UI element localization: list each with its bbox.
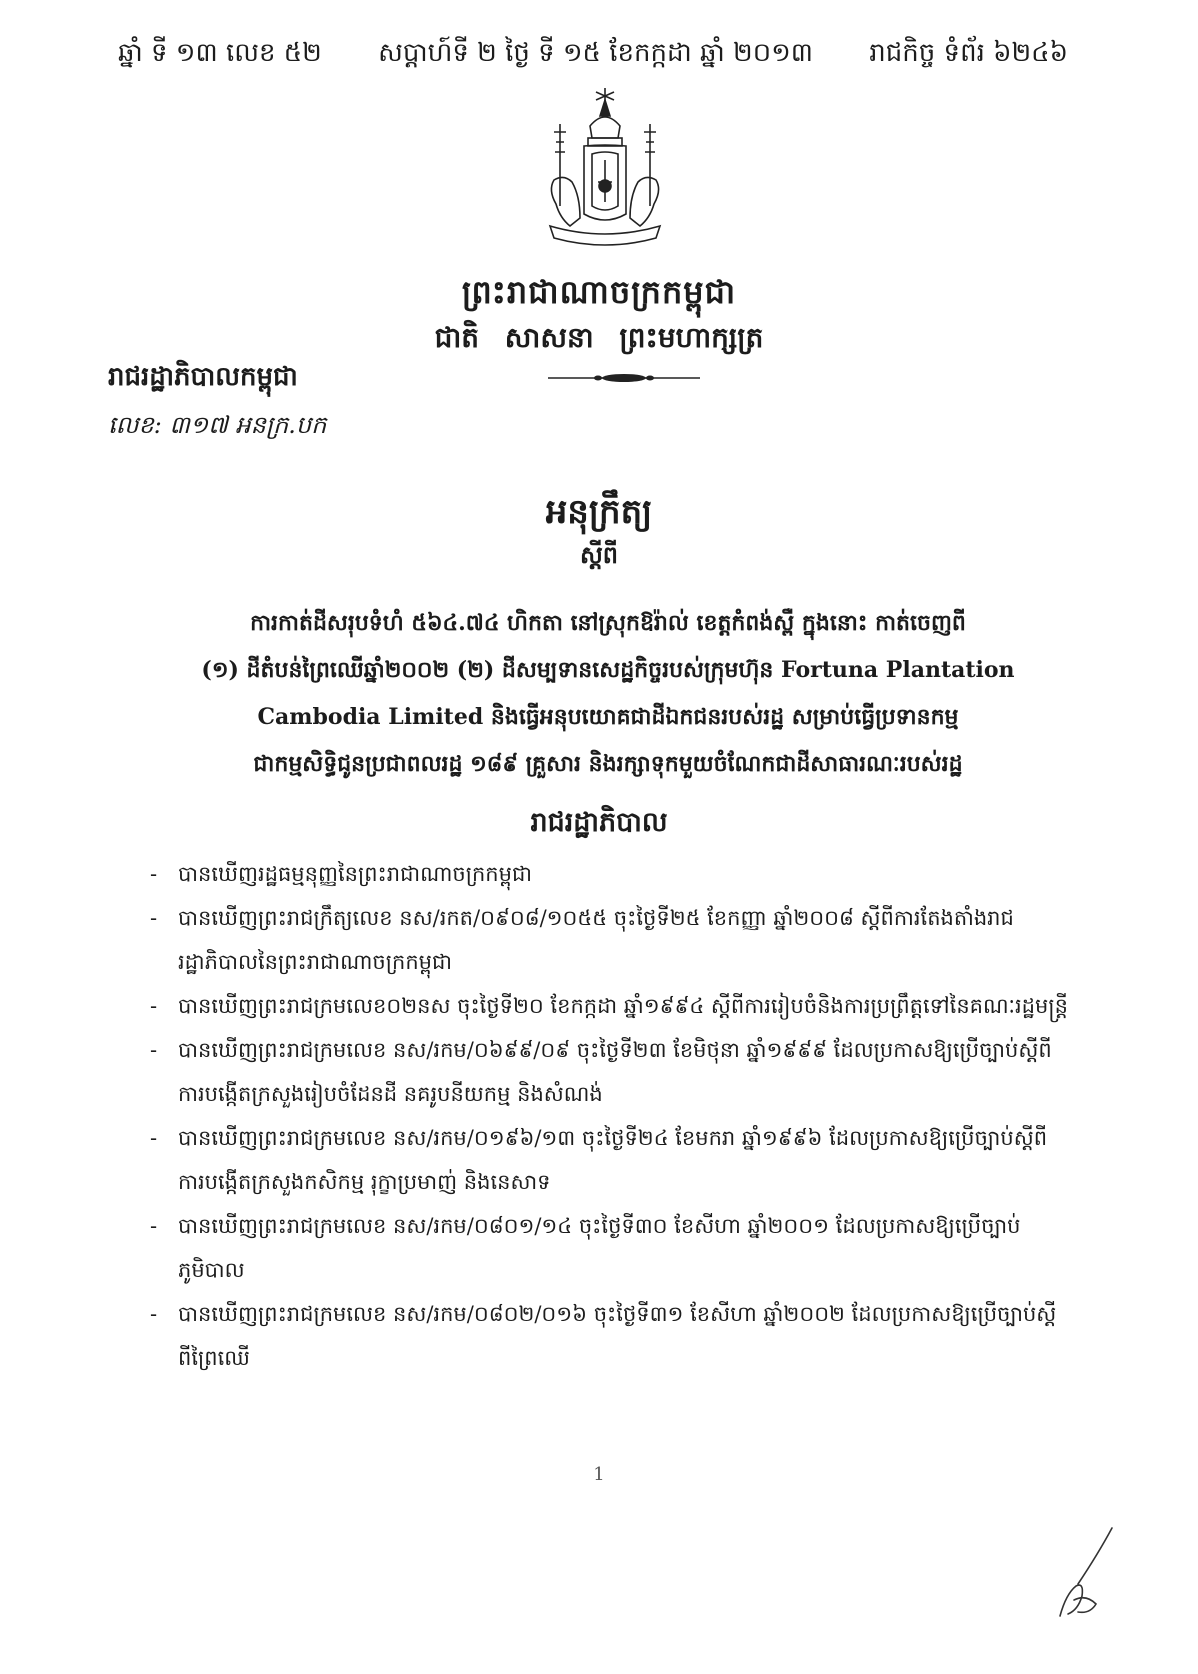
list-dash: -	[150, 862, 158, 886]
gazette-week-date: សប្តាហ៍ទី ២ ថ្ងៃ ទី ១៥ ខែកក្កដា ឆ្នាំ ២០១៣	[378, 38, 813, 68]
document-subject	[148, 600, 1068, 788]
subject-line: Cambodia Limited និងធ្វើអនុបយោគជាដីឯកជនរបស់រដ្ឋ សម្រាប់ធ្វើប្រទានកម្ម	[257, 704, 959, 730]
page-number: 1	[593, 1464, 605, 1485]
list-dash: -	[150, 994, 158, 1018]
preamble-item: - បានឃើញព្រះរាជក្រឹត្យលេខ នស/រកត/០៩០៨/១០៥៥ ចុះថ្ងៃទី២៥ ខែកញ្ញា ឆ្នាំ២០០៨ ស្តីពីការតែងតាំងរាជរដ្ឋាភិបាលនៃព្រះរាជាណាចក្រកម្ពុជា	[150, 896, 1068, 984]
preamble-item: - បានឃើញរដ្ឋធម្មនុញ្ញនៃព្រះរាជាណាចក្រកម្ពុជា	[150, 852, 1068, 896]
royal-coat-of-arms-icon	[540, 86, 670, 258]
list-dash: -	[150, 1214, 158, 1238]
preamble-item: - បានឃើញព្រះរាជក្រមលេខ នស/រកម/០១៩៦/១៣ ចុះថ្ងៃទី២៤ ខែមករា ឆ្នាំ១៩៩៦ ដែលប្រកាសឱ្យប្រើច្បាប់ស្តីពីការបង្កើតក្រសួងកសិកម្ម រុក្ខាប្រមាញ់ និងនេសាទ	[150, 1116, 1068, 1204]
national-motto: ជាតិ សាសនា ព្រះមហាក្សត្រ	[434, 321, 764, 354]
preamble-list	[150, 852, 1068, 1380]
gazette-header	[118, 36, 1068, 74]
subject-line: ជាកម្មសិទ្ធិជូនប្រជាពលរដ្ឋ ១៨៩ គ្រួសារ និងរក្សាទុកមួយចំណែកជាដីសាធារណៈរបស់រដ្ឋ	[253, 751, 963, 777]
preamble-item: - បានឃើញព្រះរាជក្រមលេខ០២នស ចុះថ្ងៃទី២០ ខែកក្កដា ឆ្នាំ១៩៩៤ ស្តីពីការរៀបចំនិងការប្រព្រឹត្តទៅនៃគណៈរដ្ឋមន្ត្រី	[150, 984, 1068, 1028]
gazette-year-number: ឆ្នាំ ទី ១៣ លេខ ៥២	[118, 38, 322, 68]
divider-ornament-icon	[548, 372, 700, 384]
reference-number: លេខ: ៣១៧ អនក្រ.បក	[108, 411, 327, 439]
subject-line: (១) ដីតំបន់ព្រៃឈើឆ្នាំ២០០២ (២) ដីសម្បទានសេដ្ឋកិច្ចរបស់ក្រុមហ៊ុន Fortuna Plantation	[201, 657, 1015, 683]
subject-line: ការកាត់ដីសរុបទំហំ ៥៦៤.៧៤ ហិកតា នៅស្រុកឱរ៉ាល់ ខេត្តកំពង់ស្ពឺ ក្នុងនោះ កាត់ចេញពី	[250, 610, 966, 636]
gazette-page-number: រាជកិច្ច ទំព័រ ៦២៤៦	[869, 38, 1068, 68]
preamble-item: - បានឃើញព្រះរាជក្រមលេខ នស/រកម/០៦៩៩/០៩ ចុះថ្ងៃទី២៣ ខែមិថុនា ឆ្នាំ១៩៩៩ ដែលប្រកាសឱ្យប្រើច្បាប់ស្តីពីការបង្កើតក្រសួងរៀបចំដែនដី នគរូបនីយកម្ម និងសំណង់	[150, 1028, 1068, 1116]
preamble-item: - បានឃើញព្រះរាជក្រមលេខ នស/រកម/០៨០១/១៤ ចុះថ្ងៃទី៣០ ខែសីហា ឆ្នាំ២០០១ ដែលប្រកាសឱ្យប្រើច្បាប់ភូមិបាល	[150, 1204, 1068, 1292]
handwritten-initials-icon	[1038, 1524, 1118, 1620]
kingdom-title: ព្រះរាជាណាចក្រកម្ពុជា	[461, 273, 737, 311]
list-dash: -	[150, 1126, 158, 1150]
government-heading: រាជរដ្ឋាភិបាល	[530, 807, 668, 838]
list-dash: -	[150, 906, 158, 930]
list-dash: -	[150, 1302, 158, 1326]
preamble-item: - បានឃើញព្រះរាជក្រមលេខ នស/រកម/០៨០២/០១៦ ចុះថ្ងៃទី៣១ ខែសីហា ឆ្នាំ២០០២ ដែលប្រកាសឱ្យប្រើច្បាប់ស្តីពីព្រៃឈើ	[150, 1292, 1068, 1380]
issuing-authority: រាជរដ្ឋាភិបាលកម្ពុជា	[108, 362, 298, 392]
document-type: អនុក្រឹត្យ	[545, 492, 653, 532]
document-about-label: ស្តីពី	[579, 540, 619, 569]
list-dash: -	[150, 1038, 158, 1062]
